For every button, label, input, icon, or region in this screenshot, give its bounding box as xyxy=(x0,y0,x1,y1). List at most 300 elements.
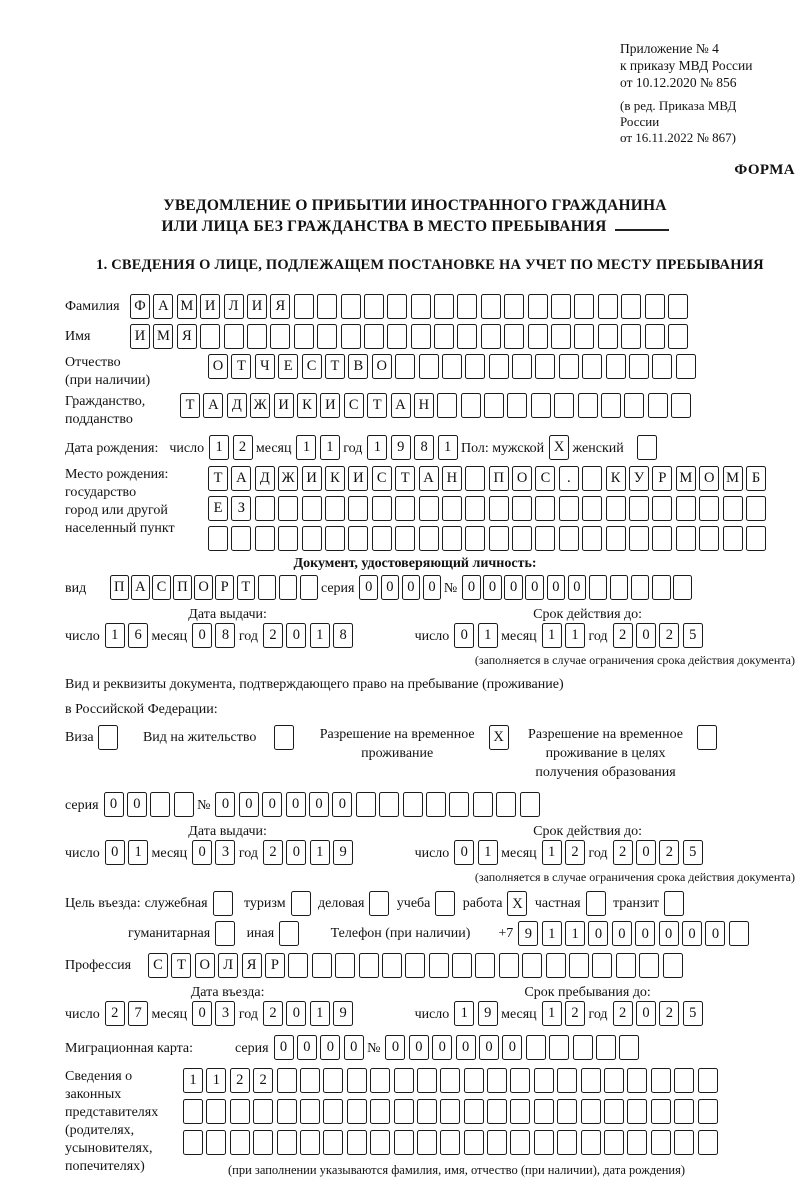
char-cell[interactable]: Р xyxy=(652,466,672,491)
char-cell[interactable] xyxy=(510,1099,530,1124)
char-cell[interactable]: С xyxy=(152,575,171,600)
char-cell[interactable]: 0 xyxy=(286,840,306,865)
char-cell[interactable]: К xyxy=(297,393,317,418)
char-cell[interactable]: 2 xyxy=(263,623,283,648)
char-cell[interactable]: Ж xyxy=(278,466,298,491)
char-cell[interactable] xyxy=(652,496,672,521)
char-cell[interactable] xyxy=(676,354,696,379)
char-cell[interactable]: 0 xyxy=(479,1035,499,1060)
char-cell[interactable]: 2 xyxy=(105,1001,125,1026)
char-cell[interactable]: 8 xyxy=(414,435,434,460)
char-cell[interactable]: А xyxy=(131,575,150,600)
char-cell[interactable]: К xyxy=(606,466,626,491)
char-cell[interactable] xyxy=(619,1035,639,1060)
char-cell[interactable]: 0 xyxy=(262,792,282,817)
char-cell[interactable] xyxy=(578,393,598,418)
char-cell[interactable]: И xyxy=(247,294,267,319)
char-cell[interactable] xyxy=(387,294,407,319)
char-cell[interactable] xyxy=(535,496,555,521)
char-cell[interactable] xyxy=(440,1130,460,1155)
char-cell[interactable]: 0 xyxy=(286,1001,306,1026)
char-cell[interactable] xyxy=(457,324,477,349)
char-cell[interactable] xyxy=(300,575,319,600)
char-cell[interactable]: О xyxy=(699,466,719,491)
char-cell[interactable] xyxy=(98,725,118,750)
char-cell[interactable]: 5 xyxy=(683,623,703,648)
char-cell[interactable]: 2 xyxy=(565,1001,585,1026)
char-cell[interactable] xyxy=(546,953,566,978)
char-cell[interactable] xyxy=(274,725,294,750)
char-cell[interactable] xyxy=(698,1130,718,1155)
char-cell[interactable]: 0 xyxy=(636,840,656,865)
char-cell[interactable] xyxy=(465,466,485,491)
char-cell[interactable]: У xyxy=(629,466,649,491)
char-cell[interactable]: 0 xyxy=(588,921,608,946)
char-cell[interactable]: 1 xyxy=(565,921,585,946)
char-cell[interactable] xyxy=(359,953,379,978)
char-cell[interactable] xyxy=(440,1068,460,1093)
char-cell[interactable]: Т xyxy=(367,393,387,418)
char-cell[interactable]: Д xyxy=(227,393,247,418)
char-cell[interactable] xyxy=(535,354,555,379)
char-cell[interactable]: Т xyxy=(171,953,191,978)
char-cell[interactable]: 1 xyxy=(128,840,148,865)
char-cell[interactable] xyxy=(557,1068,577,1093)
char-cell[interactable]: 5 xyxy=(683,840,703,865)
char-cell[interactable]: О xyxy=(372,354,392,379)
char-cell[interactable]: 3 xyxy=(215,1001,235,1026)
char-cell[interactable] xyxy=(499,953,519,978)
char-cell[interactable] xyxy=(411,294,431,319)
char-cell[interactable]: 0 xyxy=(215,792,235,817)
char-cell[interactable]: Н xyxy=(414,393,434,418)
char-cell[interactable] xyxy=(370,1068,390,1093)
char-cell[interactable] xyxy=(270,324,290,349)
char-cell[interactable] xyxy=(419,526,439,551)
char-cell[interactable] xyxy=(569,953,589,978)
char-cell[interactable]: Т xyxy=(237,575,256,600)
char-cell[interactable] xyxy=(674,1099,694,1124)
char-cell[interactable]: 3 xyxy=(215,840,235,865)
char-cell[interactable]: О xyxy=(512,466,532,491)
char-cell[interactable]: О xyxy=(195,953,215,978)
char-cell[interactable] xyxy=(723,526,743,551)
char-cell[interactable] xyxy=(489,496,509,521)
char-cell[interactable] xyxy=(581,1099,601,1124)
char-cell[interactable]: 8 xyxy=(215,623,235,648)
char-cell[interactable]: 2 xyxy=(659,623,679,648)
char-cell[interactable]: 0 xyxy=(286,623,306,648)
char-cell[interactable] xyxy=(582,466,602,491)
char-cell[interactable] xyxy=(206,1130,226,1155)
char-cell[interactable] xyxy=(663,953,683,978)
char-cell[interactable]: 1 xyxy=(310,840,330,865)
char-cell[interactable]: И xyxy=(348,466,368,491)
char-cell[interactable]: П xyxy=(110,575,129,600)
char-cell[interactable] xyxy=(437,393,457,418)
char-cell[interactable] xyxy=(457,294,477,319)
char-cell[interactable]: А xyxy=(203,393,223,418)
char-cell[interactable] xyxy=(379,792,399,817)
char-cell[interactable]: С xyxy=(302,354,322,379)
char-cell[interactable] xyxy=(395,496,415,521)
char-cell[interactable]: 0 xyxy=(462,575,481,600)
char-cell[interactable] xyxy=(637,435,657,460)
char-cell[interactable]: 0 xyxy=(286,792,306,817)
char-cell[interactable] xyxy=(464,1130,484,1155)
char-cell[interactable] xyxy=(487,1130,507,1155)
char-cell[interactable] xyxy=(372,496,392,521)
char-cell[interactable]: 2 xyxy=(233,435,253,460)
char-cell[interactable]: 0 xyxy=(104,792,124,817)
char-cell[interactable]: Л xyxy=(218,953,238,978)
char-cell[interactable] xyxy=(464,1099,484,1124)
char-cell[interactable]: С xyxy=(344,393,364,418)
char-cell[interactable] xyxy=(746,526,766,551)
char-cell[interactable] xyxy=(434,294,454,319)
char-cell[interactable] xyxy=(574,294,594,319)
char-cell[interactable]: 9 xyxy=(478,1001,498,1026)
char-cell[interactable]: 1 xyxy=(478,623,498,648)
char-cell[interactable] xyxy=(557,1099,577,1124)
char-cell[interactable]: 0 xyxy=(332,792,352,817)
char-cell[interactable]: 1 xyxy=(310,1001,330,1026)
char-cell[interactable] xyxy=(325,496,345,521)
char-cell[interactable]: П xyxy=(489,466,509,491)
char-cell[interactable] xyxy=(395,526,415,551)
char-cell[interactable] xyxy=(639,953,659,978)
char-cell[interactable] xyxy=(554,393,574,418)
char-cell[interactable]: 0 xyxy=(502,1035,522,1060)
char-cell[interactable]: Т xyxy=(231,354,251,379)
char-cell[interactable] xyxy=(652,526,672,551)
char-cell[interactable]: 0 xyxy=(309,792,329,817)
char-cell[interactable]: М xyxy=(676,466,696,491)
char-cell[interactable]: 1 xyxy=(478,840,498,865)
char-cell[interactable]: Р xyxy=(265,953,285,978)
char-cell[interactable]: 1 xyxy=(367,435,387,460)
char-cell[interactable]: О xyxy=(194,575,213,600)
char-cell[interactable] xyxy=(277,1068,297,1093)
char-cell[interactable] xyxy=(394,1068,414,1093)
char-cell[interactable]: 2 xyxy=(613,623,633,648)
char-cell[interactable]: 0 xyxy=(192,840,212,865)
char-cell[interactable]: 6 xyxy=(128,623,148,648)
char-cell[interactable]: Н xyxy=(442,466,462,491)
char-cell[interactable]: Ч xyxy=(255,354,275,379)
char-cell[interactable] xyxy=(312,953,332,978)
char-cell[interactable]: . xyxy=(559,466,579,491)
char-cell[interactable] xyxy=(674,1130,694,1155)
char-cell[interactable] xyxy=(601,393,621,418)
char-cell[interactable] xyxy=(551,294,571,319)
char-cell[interactable]: Т xyxy=(325,354,345,379)
char-cell[interactable]: М xyxy=(177,294,197,319)
char-cell[interactable] xyxy=(627,1130,647,1155)
char-cell[interactable]: С xyxy=(535,466,555,491)
char-cell[interactable] xyxy=(598,324,618,349)
char-cell[interactable] xyxy=(150,792,170,817)
char-cell[interactable] xyxy=(224,324,244,349)
char-cell[interactable] xyxy=(370,1099,390,1124)
char-cell[interactable] xyxy=(629,496,649,521)
char-cell[interactable] xyxy=(411,324,431,349)
char-cell[interactable] xyxy=(279,575,298,600)
char-cell[interactable] xyxy=(347,1068,367,1093)
char-cell[interactable] xyxy=(698,1099,718,1124)
char-cell[interactable] xyxy=(668,324,688,349)
char-cell[interactable] xyxy=(574,324,594,349)
char-cell[interactable]: 1 xyxy=(183,1068,203,1093)
char-cell[interactable] xyxy=(369,891,389,916)
char-cell[interactable] xyxy=(582,526,602,551)
char-cell[interactable] xyxy=(231,526,251,551)
char-cell[interactable] xyxy=(596,1035,616,1060)
char-cell[interactable] xyxy=(674,1068,694,1093)
char-cell[interactable]: 0 xyxy=(192,1001,212,1026)
char-cell[interactable] xyxy=(559,354,579,379)
char-cell[interactable] xyxy=(592,953,612,978)
char-cell[interactable] xyxy=(531,393,551,418)
char-cell[interactable]: 7 xyxy=(128,1001,148,1026)
char-cell[interactable] xyxy=(364,324,384,349)
char-cell[interactable]: П xyxy=(173,575,192,600)
char-cell[interactable] xyxy=(278,526,298,551)
char-cell[interactable] xyxy=(616,953,636,978)
char-cell[interactable] xyxy=(323,1068,343,1093)
char-cell[interactable]: 0 xyxy=(105,840,125,865)
char-cell[interactable]: 0 xyxy=(612,921,632,946)
char-cell[interactable] xyxy=(582,354,602,379)
char-cell[interactable]: Я xyxy=(177,324,197,349)
char-cell[interactable] xyxy=(255,526,275,551)
char-cell[interactable] xyxy=(253,1099,273,1124)
char-cell[interactable] xyxy=(475,953,495,978)
char-cell[interactable] xyxy=(317,294,337,319)
char-cell[interactable] xyxy=(573,1035,593,1060)
char-cell[interactable] xyxy=(419,496,439,521)
char-cell[interactable]: С xyxy=(372,466,392,491)
char-cell[interactable] xyxy=(255,496,275,521)
char-cell[interactable] xyxy=(699,526,719,551)
char-cell[interactable] xyxy=(364,294,384,319)
char-cell[interactable]: Л xyxy=(224,294,244,319)
char-cell[interactable] xyxy=(606,526,626,551)
char-cell[interactable]: 2 xyxy=(263,840,283,865)
char-cell[interactable] xyxy=(348,526,368,551)
char-cell[interactable]: 9 xyxy=(333,840,353,865)
char-cell[interactable]: З xyxy=(231,496,251,521)
char-cell[interactable]: 0 xyxy=(239,792,259,817)
char-cell[interactable] xyxy=(582,496,602,521)
char-cell[interactable]: 0 xyxy=(636,623,656,648)
char-cell[interactable]: 0 xyxy=(547,575,566,600)
char-cell[interactable] xyxy=(417,1099,437,1124)
char-cell[interactable] xyxy=(417,1068,437,1093)
char-cell[interactable] xyxy=(487,1099,507,1124)
char-cell[interactable] xyxy=(394,1099,414,1124)
char-cell[interactable] xyxy=(278,496,298,521)
char-cell[interactable]: 9 xyxy=(391,435,411,460)
char-cell[interactable] xyxy=(629,526,649,551)
char-cell[interactable] xyxy=(652,575,671,600)
char-cell[interactable] xyxy=(496,792,516,817)
char-cell[interactable] xyxy=(651,1130,671,1155)
char-cell[interactable] xyxy=(253,1130,273,1155)
char-cell[interactable]: 1 xyxy=(454,1001,474,1026)
char-cell[interactable] xyxy=(535,526,555,551)
char-cell[interactable] xyxy=(335,953,355,978)
char-cell[interactable]: 0 xyxy=(705,921,725,946)
char-cell[interactable] xyxy=(442,354,462,379)
char-cell[interactable]: 0 xyxy=(483,575,502,600)
char-cell[interactable] xyxy=(549,1035,569,1060)
char-cell[interactable] xyxy=(440,1099,460,1124)
char-cell[interactable]: 0 xyxy=(635,921,655,946)
char-cell[interactable]: 1 xyxy=(542,623,562,648)
char-cell[interactable]: И xyxy=(130,324,150,349)
char-cell[interactable]: 8 xyxy=(333,623,353,648)
char-cell[interactable] xyxy=(300,1130,320,1155)
char-cell[interactable] xyxy=(183,1130,203,1155)
char-cell[interactable]: Е xyxy=(278,354,298,379)
char-cell[interactable]: 0 xyxy=(454,840,474,865)
char-cell[interactable]: 1 xyxy=(296,435,316,460)
char-cell[interactable] xyxy=(429,953,449,978)
char-cell[interactable]: Т xyxy=(208,466,228,491)
char-cell[interactable] xyxy=(645,294,665,319)
char-cell[interactable] xyxy=(699,496,719,521)
char-cell[interactable]: 0 xyxy=(409,1035,429,1060)
char-cell[interactable]: Т xyxy=(395,466,415,491)
char-cell[interactable]: А xyxy=(391,393,411,418)
char-cell[interactable] xyxy=(697,725,717,750)
char-cell[interactable]: 0 xyxy=(385,1035,405,1060)
char-cell[interactable]: 2 xyxy=(565,840,585,865)
char-cell[interactable]: 0 xyxy=(636,1001,656,1026)
char-cell[interactable] xyxy=(341,294,361,319)
char-cell[interactable]: 0 xyxy=(402,575,421,600)
char-cell[interactable]: 0 xyxy=(274,1035,294,1060)
char-cell[interactable] xyxy=(526,1035,546,1060)
char-cell[interactable] xyxy=(512,496,532,521)
char-cell[interactable] xyxy=(512,526,532,551)
char-cell[interactable]: 0 xyxy=(456,1035,476,1060)
char-cell[interactable] xyxy=(489,354,509,379)
char-cell[interactable] xyxy=(473,792,493,817)
char-cell[interactable] xyxy=(481,324,501,349)
char-cell[interactable]: М xyxy=(723,466,743,491)
char-cell[interactable]: Д xyxy=(255,466,275,491)
char-cell[interactable] xyxy=(294,294,314,319)
char-cell[interactable]: И xyxy=(200,294,220,319)
char-cell[interactable] xyxy=(664,891,684,916)
char-cell[interactable]: И xyxy=(320,393,340,418)
char-cell[interactable] xyxy=(279,921,299,946)
char-cell[interactable]: Ф xyxy=(130,294,150,319)
char-cell[interactable] xyxy=(723,496,743,521)
char-cell[interactable]: 2 xyxy=(230,1068,250,1093)
char-cell[interactable] xyxy=(347,1130,367,1155)
char-cell[interactable] xyxy=(557,1130,577,1155)
char-cell[interactable]: 1 xyxy=(105,623,125,648)
char-cell[interactable] xyxy=(487,1068,507,1093)
char-cell[interactable]: 0 xyxy=(359,575,378,600)
char-cell[interactable] xyxy=(528,324,548,349)
char-cell[interactable]: А xyxy=(153,294,173,319)
char-cell[interactable] xyxy=(258,575,277,600)
char-cell[interactable] xyxy=(465,526,485,551)
char-cell[interactable]: 0 xyxy=(454,623,474,648)
char-cell[interactable] xyxy=(698,1068,718,1093)
char-cell[interactable] xyxy=(676,526,696,551)
char-cell[interactable] xyxy=(213,891,233,916)
char-cell[interactable] xyxy=(461,393,481,418)
char-cell[interactable] xyxy=(174,792,194,817)
char-cell[interactable] xyxy=(341,324,361,349)
char-cell[interactable] xyxy=(651,1099,671,1124)
char-cell[interactable] xyxy=(452,953,472,978)
char-cell[interactable] xyxy=(323,1130,343,1155)
char-cell[interactable]: О xyxy=(208,354,228,379)
char-cell[interactable] xyxy=(481,294,501,319)
char-cell[interactable] xyxy=(671,393,691,418)
char-cell[interactable] xyxy=(673,575,692,600)
char-cell[interactable]: Е xyxy=(208,496,228,521)
char-cell[interactable] xyxy=(442,526,462,551)
char-cell[interactable]: 1 xyxy=(565,623,585,648)
char-cell[interactable]: 0 xyxy=(320,1035,340,1060)
char-cell[interactable] xyxy=(586,891,606,916)
char-cell[interactable] xyxy=(382,953,402,978)
char-cell[interactable]: 9 xyxy=(518,921,538,946)
char-cell[interactable] xyxy=(652,354,672,379)
char-cell[interactable]: К xyxy=(325,466,345,491)
char-cell[interactable]: X xyxy=(507,891,527,916)
char-cell[interactable]: 2 xyxy=(659,1001,679,1026)
char-cell[interactable] xyxy=(504,324,524,349)
char-cell[interactable] xyxy=(631,575,650,600)
char-cell[interactable]: 1 xyxy=(310,623,330,648)
char-cell[interactable]: 0 xyxy=(127,792,147,817)
char-cell[interactable]: 1 xyxy=(206,1068,226,1093)
char-cell[interactable]: X xyxy=(549,435,569,460)
char-cell[interactable] xyxy=(387,324,407,349)
char-cell[interactable] xyxy=(604,1068,624,1093)
char-cell[interactable] xyxy=(464,1068,484,1093)
char-cell[interactable] xyxy=(729,921,749,946)
char-cell[interactable] xyxy=(405,953,425,978)
char-cell[interactable] xyxy=(302,496,322,521)
char-cell[interactable] xyxy=(372,526,392,551)
char-cell[interactable]: 0 xyxy=(192,623,212,648)
char-cell[interactable] xyxy=(465,496,485,521)
char-cell[interactable] xyxy=(434,324,454,349)
char-cell[interactable]: 0 xyxy=(682,921,702,946)
char-cell[interactable] xyxy=(604,1099,624,1124)
char-cell[interactable] xyxy=(604,1130,624,1155)
char-cell[interactable] xyxy=(347,1099,367,1124)
char-cell[interactable] xyxy=(668,294,688,319)
char-cell[interactable]: 5 xyxy=(683,1001,703,1026)
char-cell[interactable]: Т xyxy=(180,393,200,418)
char-cell[interactable] xyxy=(746,496,766,521)
char-cell[interactable] xyxy=(651,1068,671,1093)
char-cell[interactable] xyxy=(559,526,579,551)
char-cell[interactable]: 9 xyxy=(333,1001,353,1026)
char-cell[interactable]: 0 xyxy=(344,1035,364,1060)
char-cell[interactable]: Р xyxy=(215,575,234,600)
